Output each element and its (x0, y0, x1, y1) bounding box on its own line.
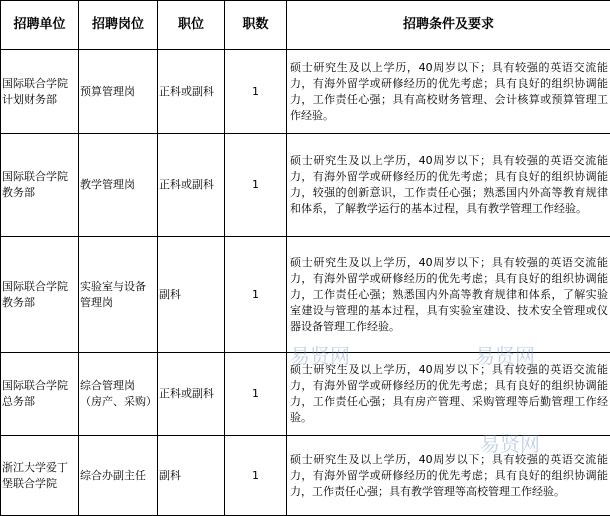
cell-requirements: 硕士研究生及以上学历，40周岁以下；具有较强的英语交流能力，有海外留学或研修经历的优先考虑；具有良好的组织协调能力，工作责任心强；具有高校财务管理、会计核算或预算管理工作经验。 (287, 50, 610, 134)
header-row (1, 1, 610, 50)
cell-post: 实验室与设备管理岗 (79, 237, 158, 353)
cell-rank: 副科 (158, 237, 225, 353)
cell-post: 预算管理岗 (79, 50, 158, 134)
cell-count: 1 (225, 353, 287, 436)
table-row (1, 353, 610, 436)
cell-count: 1 (225, 50, 287, 134)
cell-unit: 国际联合学院计划财务部 (1, 50, 79, 134)
cell-post: 综合管理岗（房产、采购） (79, 353, 158, 436)
cell-rank: 正科或副科 (158, 134, 225, 237)
table-row (1, 50, 610, 134)
cell-unit: 国际联合学院教务部 (1, 237, 79, 353)
cell-rank: 副科 (158, 436, 225, 516)
header-post: 招聘岗位 (79, 1, 158, 50)
cell-post: 综合办副主任 (79, 436, 158, 516)
table-row (1, 134, 610, 237)
table-row (1, 436, 610, 516)
header-rank: 职位 (158, 1, 225, 50)
header-count: 职数 (225, 1, 287, 50)
cell-unit: 国际联合学院教务部 (1, 134, 79, 237)
table-row (1, 237, 610, 353)
watermark: 易贤网 (290, 344, 350, 368)
cell-rank: 正科或副科 (158, 50, 225, 134)
watermark: 易贤网 (475, 344, 535, 368)
header-unit: 招聘单位 (1, 1, 79, 50)
cell-count: 1 (225, 436, 287, 516)
cell-requirements: 硕士研究生及以上学历，40周岁以下；具有较强的英语交流能力，有海外留学或研修经历的优先考虑；具有良好的组织协调能力，工作责任心强；熟悉国内外高等教育规律和体系，了解实验室建设与管理的基本过程，具有实验室建设、技术安全管理或仪器设备管理工作经验。 (287, 237, 610, 353)
cell-unit: 国际联合学院总务部 (1, 353, 79, 436)
cell-requirements: 硕士研究生及以上学历，40周岁以下；具有较强的英语交流能力，有海外留学或研修经历的优先考虑；具有良好的组织协调能力，工作责任心强；具有房产管理、采购管理等后勤管理工作经验。 (287, 353, 610, 436)
cell-requirements: 硕士研究生及以上学历，40周岁以下；具有较强的英语交流能力，有海外留学或研修经历的优先考虑；具有良好的组织协调能力，较强的创新意识，工作责任心强；熟悉国内外高等教育规律和体系，了解教学运行的基本过程，具有教学管理工作经验。 (287, 134, 610, 237)
cell-unit: 浙江大学爱丁堡联合学院 (1, 436, 79, 516)
header-requirements: 招聘条件及要求 (287, 1, 610, 50)
cell-requirements: 硕士研究生及以上学历，40周岁以下；具有较强的英语交流能力，有海外留学或研修经历的优先考虑；具有良好的组织协调能力，工作责任心强；具有教学管理等高校管理工作经验。 (287, 436, 610, 516)
cell-post: 教学管理岗 (79, 134, 158, 237)
cell-count: 1 (225, 237, 287, 353)
cell-count: 1 (225, 134, 287, 237)
cell-rank: 正科或副科 (158, 353, 225, 436)
watermark: 易贤网 (480, 432, 540, 456)
